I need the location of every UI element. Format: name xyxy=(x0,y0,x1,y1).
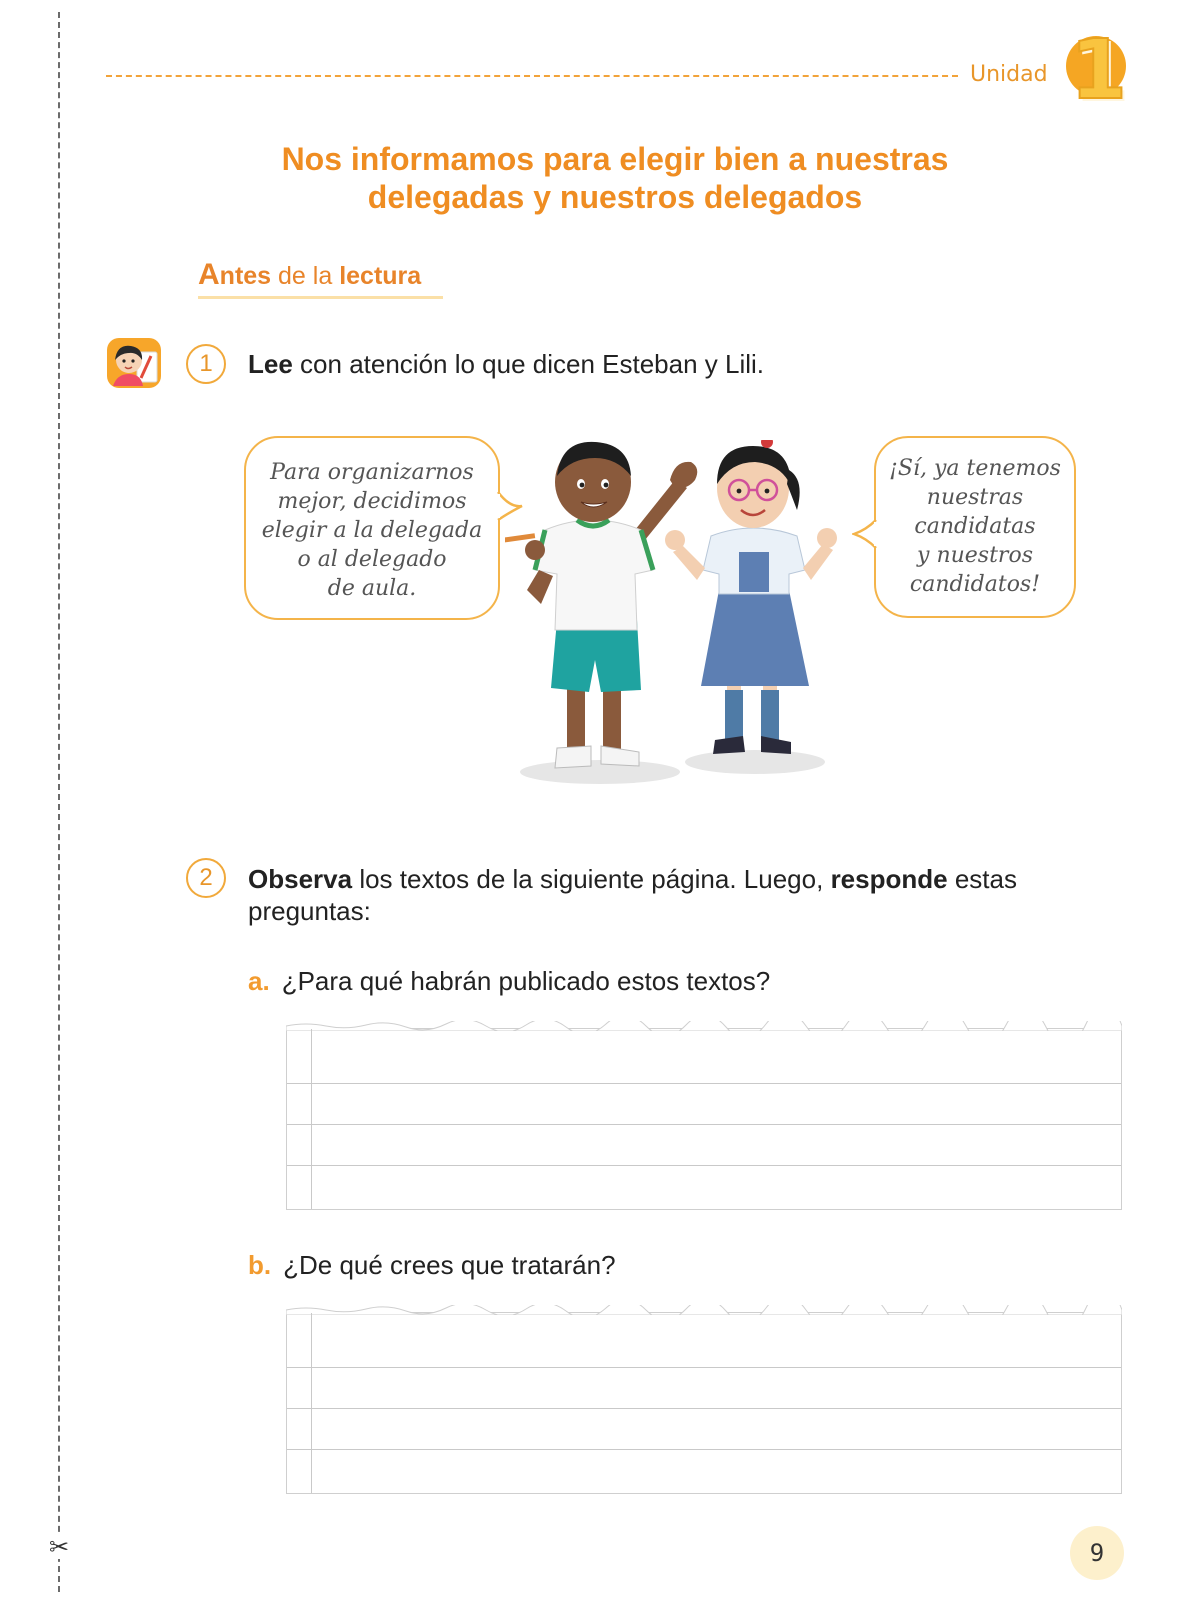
speech-bubble-lili xyxy=(874,436,1076,618)
activity-2-text2: estas xyxy=(954,864,1017,894)
bubble-left-line: o al delegado xyxy=(297,547,447,572)
activity-1-text: con atención lo que dicen Esteban y Lili. xyxy=(300,349,765,379)
writing-activity-icon xyxy=(107,338,161,388)
answer-line xyxy=(287,1408,1121,1409)
page-title xyxy=(180,140,1050,216)
section-heading xyxy=(198,258,421,292)
activity-2-number: 2 xyxy=(186,858,226,898)
bubble-left-line: elegir a la delegada xyxy=(261,518,483,543)
section-heading-initial: A xyxy=(198,258,220,291)
girl-lili xyxy=(665,440,837,754)
bubble-right-line: y nuestros xyxy=(917,543,1033,568)
unit-label: Unidad xyxy=(970,62,1048,87)
question-b xyxy=(248,1250,616,1281)
question-b-text: ¿De qué crees que tratarán? xyxy=(283,1250,616,1280)
scissors-icon: ✂ xyxy=(49,1533,70,1561)
bubble-right-line: candidatos! xyxy=(909,572,1041,597)
page-title-line1: Nos informamos para elegir bien a nuestras xyxy=(281,141,949,177)
activity-1-verb: Lee xyxy=(248,349,293,379)
children-illustration xyxy=(505,440,860,800)
answer-margin-line xyxy=(311,1029,312,1209)
section-heading-word1: ntes xyxy=(219,262,272,290)
torn-edge xyxy=(286,1305,1122,1315)
question-b-letter: b. xyxy=(248,1250,272,1280)
question-a-letter: a. xyxy=(248,966,270,996)
activity-2-text1: los textos de la siguiente página. Luego, xyxy=(359,864,824,894)
page-number: 9 xyxy=(1089,1539,1105,1567)
activity-2-text3: preguntas: xyxy=(248,896,371,926)
unit-number: 1 xyxy=(1070,23,1128,118)
question-a xyxy=(248,966,770,997)
bubble-left-line: Para organizarnos xyxy=(270,460,474,485)
boy-esteban xyxy=(505,442,697,768)
answer-line xyxy=(287,1083,1121,1084)
page-title-line2: delegadas y nuestros delegados xyxy=(367,179,863,215)
header-dashed-rule xyxy=(106,75,958,77)
activity-2-verb-observa: Observa xyxy=(248,864,353,894)
cut-line xyxy=(58,12,60,1592)
answer-line xyxy=(287,1367,1121,1368)
section-heading-word2: de la xyxy=(278,262,333,290)
bubble-right-line: nuestras xyxy=(926,485,1024,510)
answer-line xyxy=(287,1449,1121,1450)
question-a-text: ¿Para qué habrán publicado estos textos? xyxy=(281,966,771,996)
bubble-left-line: mejor, decidimos xyxy=(277,489,467,514)
activity-1-number: 1 xyxy=(186,344,226,384)
activity-1-instruction xyxy=(248,348,764,380)
section-heading-word3: lectura xyxy=(339,262,422,290)
answer-line xyxy=(287,1165,1121,1166)
bubble-left-line: de aula. xyxy=(327,576,417,601)
bubble-right-line: ¡Sí, ya tenemos xyxy=(889,456,1061,481)
answer-margin-line xyxy=(311,1313,312,1493)
answer-box-b[interactable] xyxy=(286,1312,1122,1494)
section-underline xyxy=(198,296,443,299)
torn-edge xyxy=(286,1021,1122,1031)
activity-2-instruction xyxy=(248,863,1098,927)
bubble-right-line: candidatas xyxy=(914,514,1036,539)
activity-2-verb-responde: responde xyxy=(830,864,948,894)
speech-bubble-esteban xyxy=(244,436,500,620)
answer-box-a[interactable] xyxy=(286,1028,1122,1210)
answer-line xyxy=(287,1124,1121,1125)
